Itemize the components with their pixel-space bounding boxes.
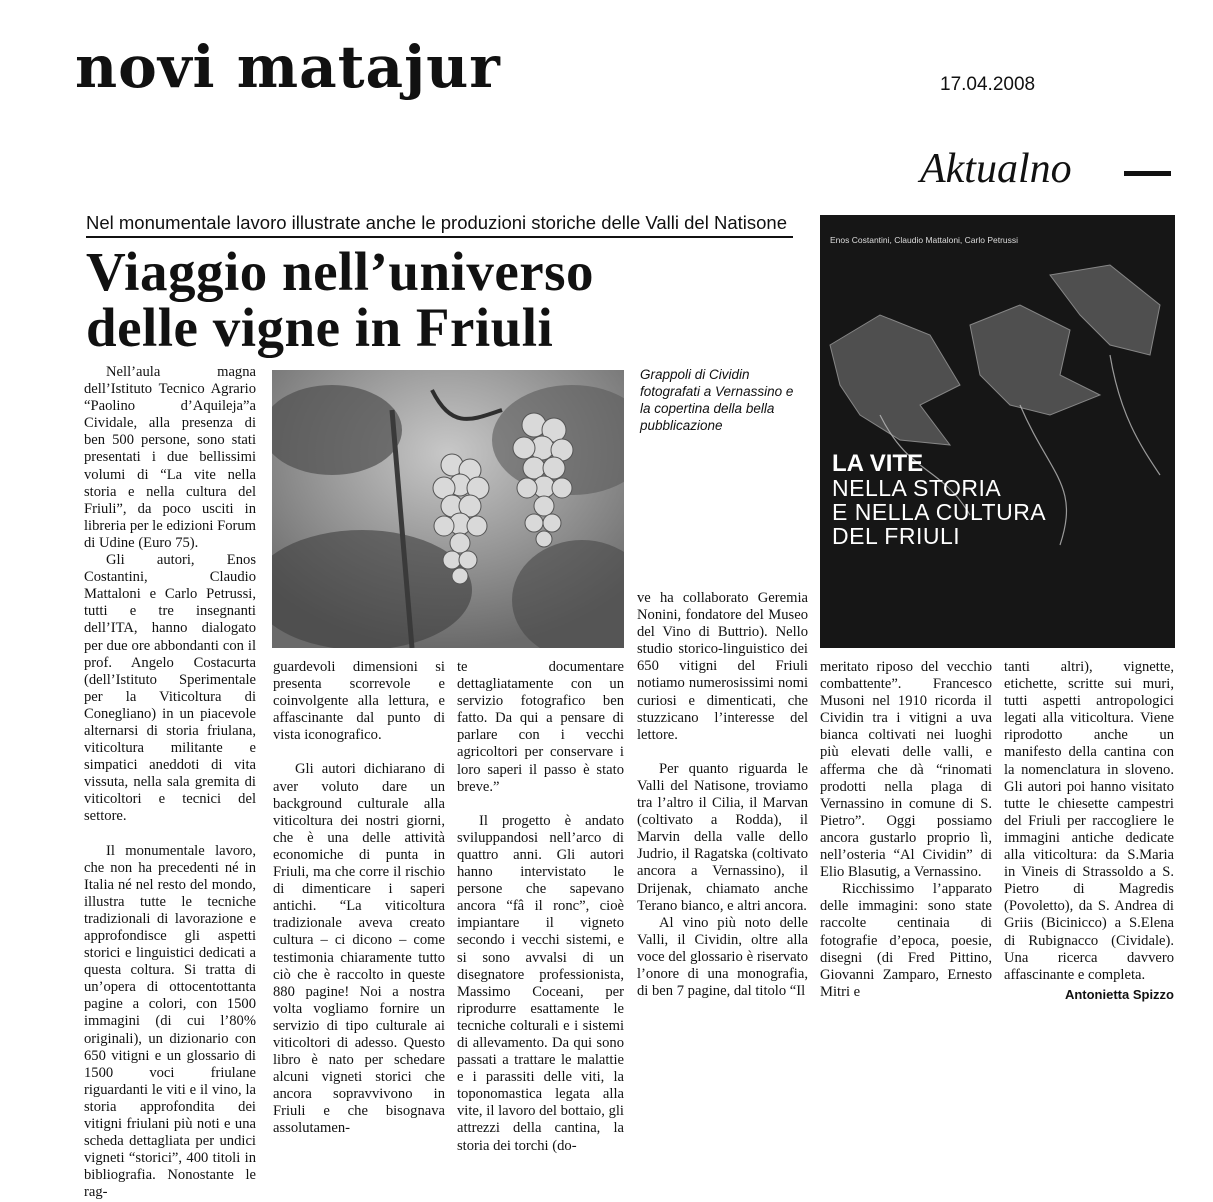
cover-title-line-1: LA VITE (832, 450, 924, 477)
publication-date: 17.04.2008 (940, 74, 1036, 95)
grapes-illustration (272, 370, 624, 648)
grapes-photo (272, 370, 624, 648)
book-cover (820, 215, 1175, 648)
article-column-6 (1004, 659, 1174, 1003)
section-title: Aktualno (920, 146, 1072, 192)
article-column-2 (273, 659, 445, 1138)
author-signature: Antonietta Spizzo (1064, 986, 1174, 1002)
paragraph: Gli autori dichiarano di aver voluto dare un background culturale alla viticoltura dei nostri giorni, che è una delle attività economiche di punta in Friuli, ma che corre il rischio di dimenticare i saperi antichi. “La viticoltura tradizionale aveva creato cultura – ci dicono – come testimonia chiaramente tutto ciò che è raccolto in queste 880 pagine! Noi a nostra volta vogliamo fornire un servizio di tipo culturale ai viticoltori di adesso. Questo libro è nato per schedare alcuni vigneti storici che ancora sopravvivono in Friuli e che bisognava assolutamen- (273, 761, 445, 1137)
cover-title-line-3: E NELLA CULTURA (832, 499, 1047, 525)
section-rule (1124, 171, 1171, 176)
cover-authors: Enos Costantini, Claudio Mattaloni, Carlo Petrussi (830, 235, 1019, 245)
article-column-4 (637, 590, 808, 1000)
cover-title (832, 451, 1046, 548)
paragraph: tanti altri), vignette, etichette, scritte sui muri, tutti aspetti antropologici legati alla viticoltura. Viene riprodotto anche un manifesto della cantina con la nomenclatura in sloveno. Gli autori poi hanno visitato tutte le chiesette campestri del Friuli per raccogliere le immagini antiche dedicate alla viticoltura: da S.Maria in Vineis di Strassoldo a S. Pietro di Magredis (Povoletto), da S. Andrea di Griis (Bicinicco) a S.Elena di Rubignacco (Cividale). Una ricerca davvero affascinante e completa. (1004, 659, 1174, 983)
photo-caption: Grappoli di Cividin fotografati a Vernassino e la copertina della bella pubblicazione (640, 367, 794, 433)
paragraph: Il progetto è andato sviluppandosi nell’arco di quattro anni. Gli autori hanno intervistato le persone che sapevano ancora “fâ il ronc”, cioè impiantare il vigneto secondo i vecchi sistemi, e si sono avvalsi di un disegnatore professionista, Massimo Coceani, per riprodurre esattamente le tecniche colturali e i sistemi di allevamento. Da qui sono passati a trattare le malattie e i parassiti delle viti, la toponomastica legata alla vite, il lavoro del bottaio, gli attrezzi della cantina, la storia dei torchi (do- (457, 812, 624, 1154)
paragraph: Al vino più noto delle Valli, il Cividin, oltre alla voce del glossario è riservato l’onore di una monografia, di ben 7 pagine, dal titolo “Il (637, 914, 808, 1000)
headline (86, 241, 595, 358)
cover-title-line-2: NELLA STORIA (832, 475, 1002, 501)
kicker: Nel monumentale lavoro illustrate anche le produzioni storiche delle Valli del Natisone (86, 212, 787, 233)
headline-line-2: delle vigne in Friuli (86, 297, 554, 358)
paragraph: Gli autori, Enos Costantini, Claudio Mattaloni e Carlo Petrussi, tutti e tre insegnanti dell’ITA, hanno dialogato per due ore abbondanti con il prof. Angelo Costacurta (dell’Istituto Sperimentale per la Viticoltura di Conegliano) in un piacevole alternarsi di storia friulana, viticoltura militante e simpatici aneddoti di vita vissuta, nella sala gremita di viticoltori e tecnici del settore. (84, 552, 256, 825)
paragraph: te documentare dettagliatamente con un servizio fotografico ben fatto. Da qui a pensare di parlare con i vecchi agricoltori per conservare i loro saperi il passo è stato breve.” (457, 659, 624, 795)
paragraph: Ricchissimo l’apparato delle immagini: sono state raccolte centinaia di fotografie d’epoca, poesie, disegni (di Fred Pittino, Giovanni Zamparo, Ernesto Mitri e (820, 881, 992, 1000)
kicker-rule (86, 236, 793, 238)
article-column-5 (820, 659, 992, 1001)
paragraph: Nell’aula magna dell’Istituto Tecnico Agrario “Paolino d’Aquileja”a Cividale, alla presenza di ben 500 persone, sono stati presentati i due bellissimi volumi di “La vite nella storia e nella cultura del Friuli”, da poco usciti in libreria per le edizioni Forum di Udine (Euro 75). (84, 364, 256, 551)
paragraph: guardevoli dimensioni si presenta scorrevole e coinvolgente alla lettura, e affascinante dal punto di vista iconografico. (273, 659, 445, 744)
vine-leaves-illustration (820, 215, 1175, 648)
article-column-3 (457, 659, 624, 1155)
paragraph: meritato riposo del vecchio combattente”. Francesco Musoni nel 1910 ricorda il Cividin tra i vitigni a uva bianca coltivati nei luoghi più elevati delle valli, e afferma che dà “rinomati prodotti nella plaga di Vernassino in comune di S. Pietro”. Oggi possiamo ancora gustarlo proprio lì, nell’osteria “Al Cividin” di Elio Blasutig, a Vernassino. (820, 659, 992, 881)
paragraph: Per quanto riguarda le Valli del Natisone, troviamo tra l’altro il Cilia, il Marvan (coltivato a Rodda), il Marvin della valle dello Judrio, il Ragatska (coltivato ancora a Vernassino), il Drijenak, chiamato anche Terano bianco, e altri ancora. (637, 760, 808, 914)
paragraph: ve ha collaborato Geremia Nonini, fondatore del Museo del Vino di Buttrio). Nello studio storico-linguistico dei 650 vitigni del Friuli notiamo numerosissimi nomi curiosi e dimenticati, che stuzzicano l’interesse del lettore. (637, 590, 808, 743)
paragraph: Il monumentale lavoro, che non ha precedenti né in Italia né nel resto del mondo, illustra tutte le tecniche tradizionali di lavorazione e approfondisce gli aspetti storici e linguistici dedicati a questa coltura. Si tratta di un’opera di ottocentottanta pagine a colori, con 1500 immagini (di cui l’80% originali), un dizionario con 650 vitigni e un glossario di 1500 voci friulane riguardanti le viti e il vino, la storia approfondita dei vitigni friulani più noti e una scheda dettagliata per undici vigneti “storici”, 400 titoli in bibliografia. Nonostante le rag- (84, 842, 256, 1201)
masthead: novi matajur (75, 33, 501, 101)
cover-title-line-4: DEL FRIULI (832, 523, 961, 549)
article-column-1 (84, 364, 256, 1202)
headline-line-1: Viaggio nell’universo (86, 241, 595, 302)
